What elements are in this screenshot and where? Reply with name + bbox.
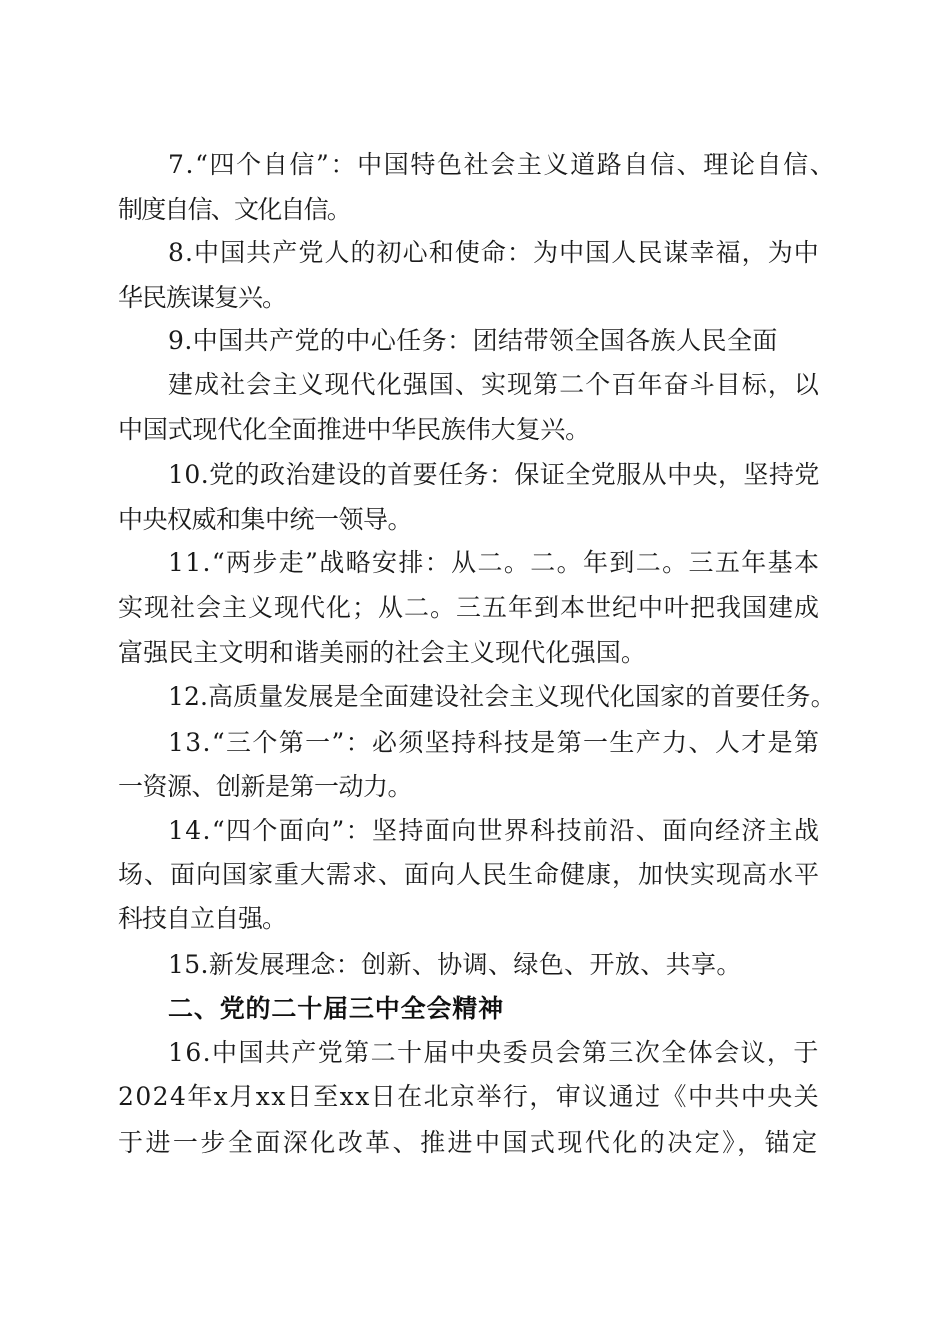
- text-line: 华民族谋复兴。: [118, 283, 287, 312]
- text-line: 中央权威和集中统一领导。: [118, 505, 413, 534]
- text-line: 场、面向国家重大需求、面向人民生命健康，加快实现高水平: [118, 860, 821, 889]
- text-line: 10.党的政治建设的首要任务：保证全党服从中央，坚持党: [168, 460, 820, 489]
- text-line: 9.中国共产党的中心任务：团结带领全国各族人民全面: [168, 326, 778, 355]
- text-line: 建成社会主义现代化强国、实现第二个百年奋斗目标，以: [168, 370, 821, 399]
- text-line: 15.新发展理念：创新、协调、绿色、开放、共享。: [168, 950, 742, 979]
- text-line: 13.“三个第一”：必须坚持科技是第一生产力、人才是第: [168, 728, 821, 757]
- text-line: 2024年x月xx日至xx日在北京举行，审议通过《中共中央关: [118, 1082, 821, 1111]
- text-line: 中国式现代化全面推进中华民族伟大复兴。: [118, 415, 591, 444]
- text-line: 7.“四个自信”：中国特色社会主义道路自信、理论自信、: [168, 150, 837, 179]
- text-line: 于进一步全面深化改革、推进中国式现代化的决定》，锚定: [118, 1128, 820, 1157]
- text-line: 富强民主文明和谐美丽的社会主义现代化强国。: [118, 638, 647, 667]
- text-line: 14.“四个面向”：坚持面向世界科技前沿、面向经济主战: [168, 816, 821, 845]
- text-line: 实现社会主义现代化；从二。三五年到本世纪中叶把我国建成: [118, 593, 821, 622]
- text-line: 12.高质量发展是全面建设社会主义现代化国家的首要任务。: [168, 682, 836, 711]
- text-line: 制度自信、文化自信。: [118, 195, 351, 224]
- text-line: 8.中国共产党人的初心和使命：为中国人民谋幸福，为中: [168, 238, 820, 267]
- text-line: 一资源、创新是第一动力。: [118, 772, 413, 801]
- text-line: 16.中国共产党第二十届中央委员会第三次全体会议，于: [168, 1038, 820, 1067]
- section-heading: 二、党的二十届三中全会精神: [168, 994, 505, 1023]
- text-line: 科技自立自强。: [118, 904, 287, 933]
- text-line: 11.“两步走”战略安排：从二。二。年到二。三五年基本: [168, 548, 821, 577]
